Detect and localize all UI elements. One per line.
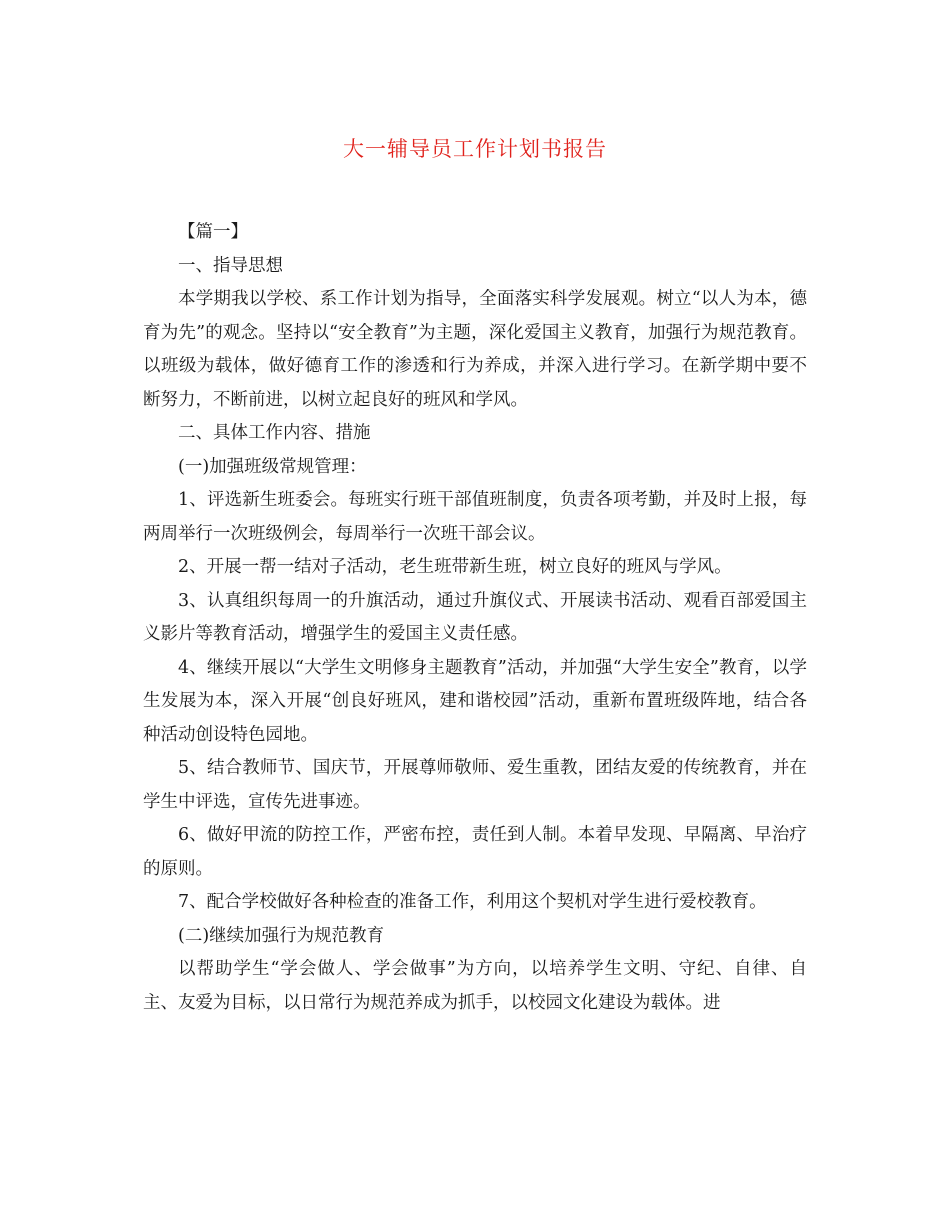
paragraph-item: 1、评选新生班委会。每班实行班干部值班制度，负责各项考勤，并及时上报，每两周举行一次班级例会，每周举行一次班干部会议。: [143, 490, 807, 544]
paragraph-item: 2、开展一帮一结对子活动，老生班带新生班，树立良好的班风与学风。: [178, 557, 732, 577]
paragraph-item: 6、做好甲流的防控工作，严密布控，责任到人制。本着早发现、早隔离、早治疗的原则。: [143, 825, 807, 879]
paragraph-item: 3、认真组织每周一的升旗活动，通过升旗仪式、开展读书活动、观看百部爱国主义影片等教育活动，增强学生的爱国主义责任感。: [143, 590, 807, 644]
paragraph-heading-work-content: 二、具体工作内容、措施: [178, 423, 371, 443]
paragraph-section-heading: 【篇一】: [178, 222, 248, 242]
document-title: 大一辅导员工作计划书报告: [343, 137, 607, 161]
paragraph: 本学期我以学校、系工作计划为指导，全面落实科学发展观。树立“以人为本，德育为先”的观念。坚持以“安全教育”为主题，深化爱国主义教育，加强行为规范教育。以班级为载体，做好德育工作的渗透和行为养成，并深入进行学习。在新学期中要不断努力，不断前进，以树立起良好的班风和学风。: [143, 289, 807, 410]
paragraph-item: 4、继续开展以“大学生文明修身主题教育”活动，并加强“大学生安全”教育，以学生发展为本，深入开展“创良好班风，建和谐校园”活动，重新布置班级阵地，结合各种活动创设特色园地。: [143, 657, 807, 745]
paragraph-item: 7、配合学校做好各种检查的准备工作，利用这个契机对学生进行爱校教育。: [178, 892, 767, 912]
paragraph: 以帮助学生“学会做人、学会做事”为方向，以培养学生文明、守纪、自律、自主、友爱为目标，以日常行为规范养成为抓手，以校园文化建设为载体。进: [143, 959, 807, 1013]
document-body: [143, 216, 807, 1020]
paragraph-heading-guiding-thought: 一、指导思想: [178, 255, 283, 276]
paragraph-subheading: (二)继续加强行为规范教育: [178, 925, 385, 946]
paragraph-item: 5、结合教师节、国庆节，开展尊师敬师、爱生重教，团结友爱的传统教育，并在学生中评选，宣传先进事迹。: [143, 758, 807, 812]
paragraph-subheading: (一)加强班级常规管理：: [178, 456, 367, 477]
